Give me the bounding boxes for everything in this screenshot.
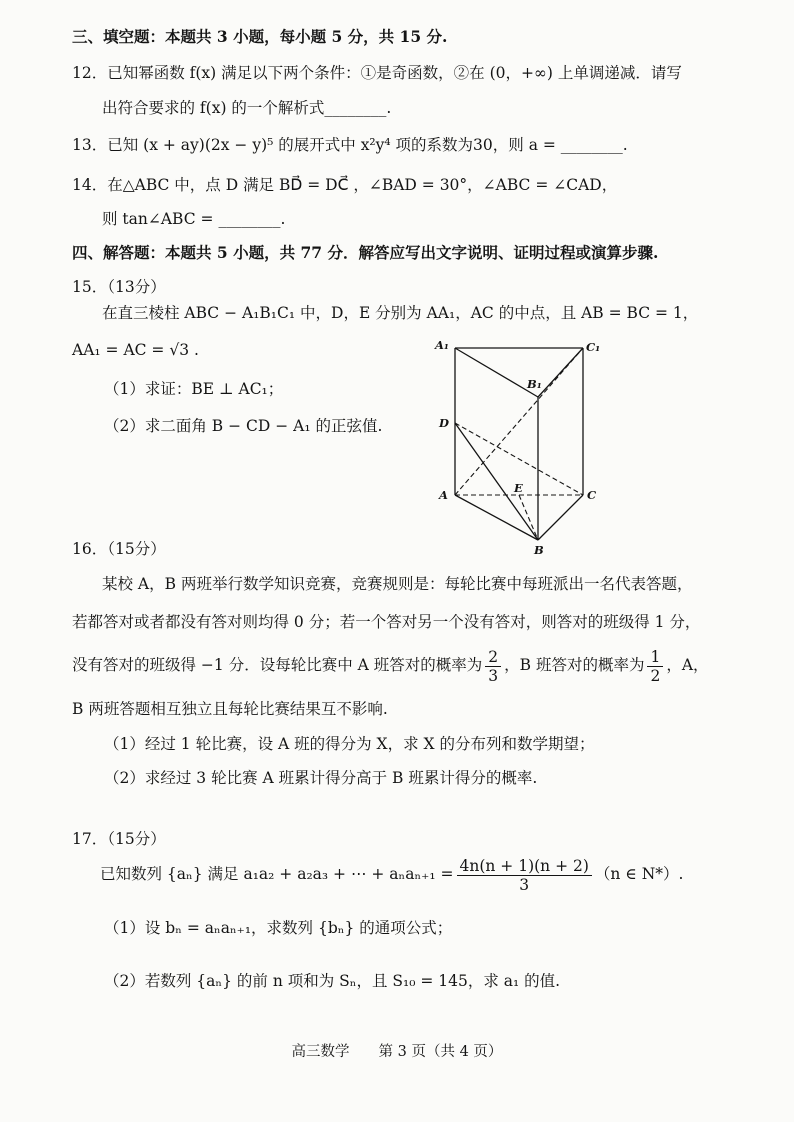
q16-part1: （1）经过 1 轮比赛，设 A 班的得分为 X，求 X 的分布列和数学期望； — [104, 735, 595, 753]
q17-heading: 17．（15分） — [72, 830, 166, 848]
q14-line1: 14．在△ABC 中，点 D 满足 BD⃗ = DC⃗ ，∠BAD = 30°，∠ABC = ∠CAD， — [72, 176, 618, 194]
q12-line1: 12．已知幂函数 f(x) 满足以下两个条件：①是奇函数，②在 (0，+∞) 上单调递减．请写 — [72, 64, 682, 82]
q17-part1: （1）设 bₙ = aₙaₙ₊₁，求数列 {bₙ} 的通项公式； — [104, 919, 453, 937]
q16-line4: B 两班答题相互独立且每轮比赛结果互不影响. — [72, 700, 388, 718]
q15-part1: （1）求证：BE ⊥ AC₁； — [104, 380, 284, 398]
q16-line2: 若都答对或者都没有答对则均得 0 分；若一个答对另一个没有答对，则答对的班级得 1 分， — [72, 613, 701, 631]
q16-line3 — [72, 645, 709, 685]
fraction-numerator: 2 — [485, 648, 501, 667]
q14-line2: 则 tan∠ABC = ________. — [102, 210, 286, 228]
q13-line1: 13．已知 (x + ay)(2x − y)⁵ 的展开式中 x²y⁴ 项的系数为30，则 a = ________. — [72, 136, 628, 154]
q17-part2: （2）若数列 {aₙ} 的前 n 项和为 Sₙ，且 S₁₀ = 145，求 a₁ 的值. — [104, 972, 561, 990]
fraction-denominator: 3 — [488, 666, 499, 685]
q16-heading: 16．（15分） — [72, 540, 166, 558]
q16-line3-text-a: 没有答对的班级得 −1 分．设每轮比赛中 A 班答对的概率为 — [72, 656, 483, 674]
section-4-header: 四、解答题：本题共 5 小题，共 77 分．解答应写出文字说明、证明过程或演算步骤. — [72, 243, 659, 262]
probability-b-fraction — [647, 648, 663, 685]
edge-b-c — [538, 495, 583, 540]
q16-line3-text-c: ，A， — [666, 656, 709, 674]
label-b: B — [534, 543, 544, 557]
label-a: A — [439, 488, 448, 502]
q17-line1-text-a: 已知数列 {aₙ} 满足 a₁a₂ + a₂a₃ + ⋯ + aₙaₙ₊₁ = — [100, 865, 454, 883]
q15-part2: （2）求二面角 B − CD − A₁ 的正弦值. — [104, 417, 383, 435]
section-3-header: 三、填空题：本题共 3 小题，每小题 5 分，共 15 分. — [72, 27, 448, 46]
q15-line2: AA₁ = AC = √3 . — [72, 341, 199, 359]
label-d: D — [439, 416, 449, 430]
segment-a-c1 — [455, 348, 583, 495]
label-a1: A₁ — [435, 338, 449, 352]
q17-line1-text-b: （n ∈ N*）. — [594, 865, 684, 883]
prism-figure — [425, 330, 605, 560]
label-b1: B₁ — [527, 377, 542, 391]
label-c1: C₁ — [586, 340, 601, 354]
q16-part2: （2）求经过 3 轮比赛 A 班累计得分高于 B 班累计得分的概率. — [104, 769, 538, 787]
fraction-numerator: 4n(n + 1)(n + 2) — [457, 857, 592, 876]
fraction-denominator: 2 — [650, 666, 661, 685]
q16-line1: 某校 A，B 两班举行数学知识竞赛，竞赛规则是：每轮比赛中每班派出一名代表答题， — [102, 575, 693, 593]
edge-a-b — [455, 495, 538, 540]
fraction-numerator: 1 — [647, 648, 663, 667]
label-e: E — [514, 481, 523, 495]
sum-formula-fraction — [457, 857, 592, 894]
edge-a1-b1 — [455, 348, 538, 397]
q17-line1 — [100, 852, 683, 896]
page-footer: 高三数学 第 3 页（共 4 页） — [291, 1044, 503, 1060]
q15-heading: 15．（13分） — [72, 278, 166, 296]
q12-line2: 出符合要求的 f(x) 的一个解析式________. — [102, 99, 392, 117]
fraction-denominator: 3 — [519, 875, 530, 894]
q16-line3-text-b: ，B 班答对的概率为 — [504, 656, 645, 674]
q15-line1: 在直三棱柱 ABC − A₁B₁C₁ 中，D，E 分别为 AA₁，AC 的中点，且 AB = BC = 1， — [102, 304, 699, 322]
label-c: C — [587, 488, 597, 502]
probability-a-fraction — [485, 648, 501, 685]
